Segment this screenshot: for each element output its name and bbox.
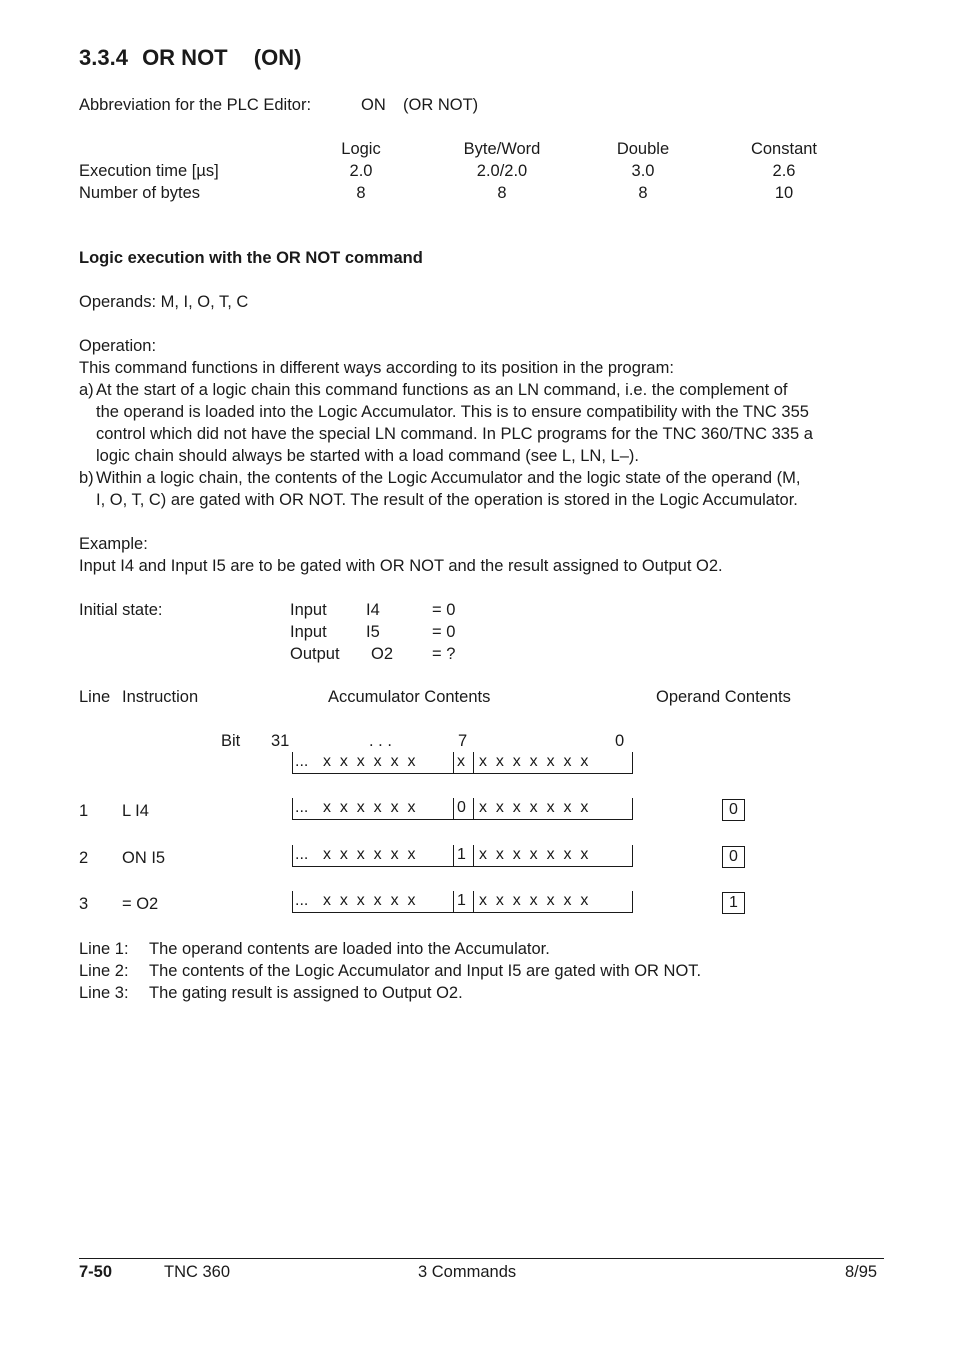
accumulator-register [292, 891, 633, 913]
operands-text: Operands: M, I, O, T, C [79, 293, 249, 311]
state-value: = ? [432, 645, 456, 663]
accumulator-register [292, 798, 633, 820]
footer-rule [79, 1258, 884, 1259]
operand-box: 0 [722, 846, 745, 868]
row-line-number: 3 [79, 895, 89, 913]
row-label-bytes: Number of bytes [79, 184, 201, 202]
register-high-bits: x x x x x x [323, 846, 416, 863]
accumulator-register [292, 845, 633, 867]
cell-exec-constant: 2.6 [772, 162, 796, 180]
accumulator-register [292, 752, 633, 774]
note-label: Line 2: [79, 962, 129, 980]
register-low-bits: x x x x x x x [479, 753, 589, 770]
note-label: Line 1: [79, 940, 129, 958]
footer-chapter: 3 Commands [418, 1263, 517, 1281]
register-prefix: ... [295, 799, 309, 816]
operand-box: 0 [722, 799, 745, 821]
bit-7-label: 7 [458, 732, 468, 750]
section-heading: Logic execution with the OR NOT command [79, 249, 423, 267]
state-operand: I4 [366, 601, 380, 619]
footer-page-number: 7-50 [79, 1263, 113, 1281]
diagram-header-line: Line [79, 688, 111, 706]
item-a-line-2: the operand is loaded into the Logic Accumulator. This is to ensure compatibility with the TNC 355 [96, 403, 809, 421]
state-type: Input [290, 601, 327, 619]
register-high-bits: x x x x x x [323, 799, 416, 816]
example-label: Example: [79, 535, 148, 553]
register-high-bits: x x x x x x [323, 892, 416, 909]
item-b-marker: b) [79, 469, 94, 487]
state-type: Output [290, 645, 340, 663]
register-bit7: 1 [457, 892, 466, 909]
state-value: = 0 [432, 601, 456, 619]
bit-31-label: 31 [271, 732, 290, 750]
bit-0-label: 0 [615, 732, 625, 750]
note-text: The operand contents are loaded into the Accumulator. [149, 940, 550, 958]
register-low-bits: x x x x x x x [479, 799, 589, 816]
footer-product: TNC 360 [164, 1263, 231, 1281]
note-text: The contents of the Logic Accumulator and Input I5 are gated with OR NOT. [149, 962, 702, 980]
example-text: Input I4 and Input I5 are to be gated with OR NOT and the result assigned to Output O2. [79, 557, 723, 575]
row-line-number: 1 [79, 802, 89, 820]
page-title [79, 45, 301, 71]
row-line-number: 2 [79, 849, 89, 867]
cell-exec-double: 3.0 [631, 162, 655, 180]
diagram-header-operand: Operand Contents [656, 688, 791, 706]
register-bit7: 0 [457, 799, 466, 816]
item-a-line-4: logic chain should always be started with a load command (see L, LN, L–). [96, 447, 639, 465]
state-type: Input [290, 623, 327, 641]
register-low-bits: x x x x x x x [479, 846, 589, 863]
operation-intro: This command functions in different ways according to its position in the program: [79, 359, 674, 377]
cell-exec-byteword: 2.0/2.0 [476, 162, 528, 180]
initial-state-label: Initial state: [79, 601, 163, 619]
item-b-line-1: Within a logic chain, the contents of the Logic Accumulator and the logic state of the operand (M, [96, 469, 801, 487]
register-bit7: x [457, 753, 465, 770]
operand-box: 1 [722, 892, 745, 914]
register-bit7: 1 [457, 846, 466, 863]
item-a-marker: a) [79, 381, 94, 399]
row-label-exec-time: Execution time [µs] [79, 162, 219, 180]
state-operand: O2 [371, 645, 394, 663]
state-operand: I5 [366, 623, 380, 641]
diagram-header-accumulator: Accumulator Contents [328, 688, 491, 706]
cell-bytes-constant: 10 [774, 184, 794, 202]
row-instruction: L I4 [122, 802, 149, 820]
state-value: = 0 [432, 623, 456, 641]
col-header-constant: Constant [750, 140, 818, 158]
diagram-header-instruction: Instruction [122, 688, 199, 706]
footer-date: 8/95 [845, 1263, 878, 1281]
col-header-logic: Logic [341, 140, 381, 158]
cell-bytes-logic: 8 [356, 184, 366, 202]
item-a-line-1: At the start of a logic chain this command functions as an LN command, i.e. the complement of [96, 381, 788, 399]
col-header-byteword: Byte/Word [463, 140, 541, 158]
note-label: Line 3: [79, 984, 129, 1002]
register-prefix: ... [295, 846, 309, 863]
item-a-line-3: control which did not have the special LN command. In PLC programs for the TNC 360/TNC 335 a [96, 425, 813, 443]
register-prefix: ... [295, 753, 309, 770]
register-low-bits: x x x x x x x [479, 892, 589, 909]
heading-abbr: (ON) [253, 45, 302, 70]
heading-number: 3.3.4 [79, 45, 128, 70]
cell-exec-logic: 2.0 [349, 162, 373, 180]
row-instruction: ON I5 [122, 849, 166, 867]
bit-label: Bit [221, 732, 241, 750]
cell-bytes-byteword: 8 [497, 184, 507, 202]
col-header-double: Double [616, 140, 670, 158]
abbreviation-label: Abbreviation for the PLC Editor: [79, 96, 312, 114]
row-instruction: = O2 [122, 895, 159, 913]
bit-dots: . . . [369, 732, 392, 750]
register-prefix: ... [295, 892, 309, 909]
operation-label: Operation: [79, 337, 157, 355]
heading-title: OR NOT [142, 45, 228, 70]
abbreviation-code: ON [361, 96, 386, 114]
note-text: The gating result is assigned to Output O2. [149, 984, 463, 1002]
abbreviation-expansion: (OR NOT) [403, 96, 479, 114]
cell-bytes-double: 8 [638, 184, 648, 202]
item-b-line-2: I, O, T, C) are gated with OR NOT. The result of the operation is stored in the Logic Accumulator. [96, 491, 798, 509]
register-high-bits: x x x x x x [323, 753, 416, 770]
